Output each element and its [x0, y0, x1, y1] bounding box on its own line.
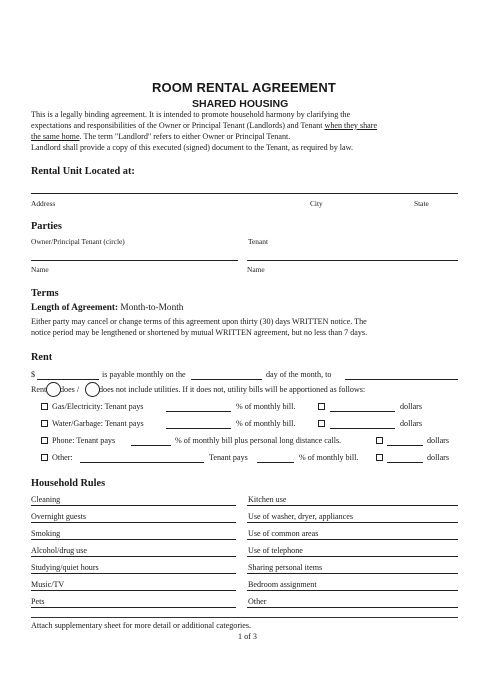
phone-label: Phone: Tenant pays: [52, 436, 116, 445]
other-utility-dollar-checkbox[interactable]: [376, 454, 383, 461]
gas-electric-label: Gas/Electricity: Tenant pays: [52, 402, 144, 411]
intro-line-3-text: . The term "Landlord" refers to either Owner or Principal Tenant.: [79, 132, 291, 141]
tenant-name-line[interactable]: [247, 260, 458, 261]
intro-line-4: Landlord shall provide a copy of this executed (signed) document to the Tenant, as required by law.: [31, 143, 353, 152]
utilities-rest: does not include utilities. If it does not, utility bills will be apportioned as follows:: [99, 385, 366, 394]
rental-unit-heading: Rental Unit Located at:: [31, 166, 135, 177]
water-garbage-dollars-text: dollars: [400, 419, 423, 428]
phone-pct-blank[interactable]: [131, 445, 171, 446]
intro-line-3: [31, 133, 290, 141]
does-not-circle[interactable]: [85, 382, 100, 397]
does-circle[interactable]: [46, 382, 61, 397]
rule-line-right[interactable]: [247, 573, 458, 574]
gas-electric-pct-blank[interactable]: [166, 411, 231, 412]
phone-dollar-checkbox[interactable]: [376, 437, 383, 444]
gas-electric-dollar-blank[interactable]: [330, 411, 395, 412]
state-label: State: [414, 199, 429, 208]
rule-label-right: Use of common areas: [248, 529, 319, 538]
rule-label-right: Kitchen use: [248, 495, 287, 504]
other-utility-dollar-blank[interactable]: [387, 462, 423, 463]
rule-line-right[interactable]: [247, 505, 458, 506]
rule-label-left: Pets: [31, 597, 45, 606]
water-garbage-pct-blank[interactable]: [166, 428, 231, 429]
other-utility-dollars-text: dollars: [427, 453, 450, 462]
rent-day-blank[interactable]: [191, 379, 262, 380]
intro-underlined-home: the same home: [31, 132, 80, 141]
phone-dollars-text: dollars: [427, 436, 450, 445]
rule-line-right[interactable]: [247, 607, 458, 608]
rule-label-right: Use of washer, dryer, appliances: [248, 512, 353, 521]
parties-heading: Parties: [31, 221, 62, 232]
other-utility-name-blank[interactable]: [80, 462, 204, 463]
rule-label-left: Cleaning: [31, 495, 61, 504]
length-value: Month-to-Month: [118, 303, 184, 313]
rule-line-right[interactable]: [247, 556, 458, 557]
gas-electric-pct-text: % of monthly bill.: [236, 402, 296, 411]
gas-electric-checkbox[interactable]: [41, 403, 48, 410]
phone-checkbox[interactable]: [41, 437, 48, 444]
rule-line-right[interactable]: [247, 522, 458, 523]
city-label: City: [310, 199, 323, 208]
rule-label-left: Overnight guests: [31, 512, 87, 521]
intro-line-1: This is a legally binding agreement. It is intended to promote household harmony by clarifying the: [31, 110, 351, 119]
terms-heading: Terms: [31, 288, 59, 299]
tenant-label: Tenant: [248, 237, 269, 246]
water-garbage-dollar-blank[interactable]: [330, 428, 395, 429]
rule-label-right: Bedroom assignment: [248, 580, 317, 589]
phone-pct-text: % of monthly bill plus personal long distance calls.: [175, 436, 342, 445]
rule-line-left[interactable]: [31, 573, 236, 574]
rent-heading: Rent: [31, 352, 53, 363]
rule-line-left[interactable]: [31, 607, 236, 608]
length-of-agreement: [31, 303, 183, 313]
intro-line-2: [31, 122, 377, 130]
other-utility-tenant-pays: Tenant pays: [209, 453, 248, 462]
phone-dollar-blank[interactable]: [387, 445, 423, 446]
address-line[interactable]: [31, 193, 458, 194]
intro-underlined-share: when they share: [324, 121, 378, 130]
rule-line-left[interactable]: [31, 539, 236, 540]
other-utility-pct-text: % of monthly bill.: [299, 453, 359, 462]
rule-label-right: Other: [248, 597, 267, 606]
rule-line-left[interactable]: [31, 522, 236, 523]
rule-label-right: Sharing personal items: [248, 563, 323, 572]
rule-label-left: Smoking: [31, 529, 61, 538]
footer-divider: [31, 617, 458, 618]
intro-line-2-text: expectations and responsibilities of the Owner or Principal Tenant (Landlords) and Tenant: [31, 121, 325, 130]
rule-label-left: Alcohol/drug use: [31, 546, 87, 555]
water-garbage-dollar-checkbox[interactable]: [318, 420, 325, 427]
water-garbage-label: Water/Garbage: Tenant pays: [52, 419, 144, 428]
owner-label: Owner/Principal Tenant (circle): [31, 237, 125, 246]
document-title: ROOM RENTAL AGREEMENT: [152, 80, 336, 95]
gas-electric-dollars-text: dollars: [400, 402, 423, 411]
water-garbage-pct-text: % of monthly bill.: [236, 419, 296, 428]
rule-line-right[interactable]: [247, 590, 458, 591]
owner-name-label: Name: [31, 265, 49, 274]
payable-text: is payable monthly on the: [102, 370, 186, 379]
dollar-sign: $: [31, 370, 36, 379]
rule-line-right[interactable]: [247, 539, 458, 540]
rule-line-left[interactable]: [31, 590, 236, 591]
day-of-month-text: day of the month, to: [266, 370, 332, 379]
rule-label-left: Studying/quiet hours: [31, 563, 99, 572]
notice-line-1: Either party may cancel or change terms of this agreement upon thirty (30) days WRITTEN notice. The: [31, 317, 367, 326]
document-subtitle: SHARED HOUSING: [192, 98, 289, 110]
address-label: Address: [31, 199, 56, 208]
tenant-name-label: Name: [247, 265, 265, 274]
rent-amount-blank[interactable]: [37, 379, 99, 380]
notice-line-2: notice period may be lengthened or shortened by mutual WRITTEN agreement, but no less than 7 days.: [31, 328, 368, 337]
water-garbage-checkbox[interactable]: [41, 420, 48, 427]
other-utility-label: Other:: [52, 453, 73, 462]
length-label: Length of Agreement:: [31, 303, 119, 313]
utilities-does-word: does /: [60, 385, 80, 394]
rule-label-right: Use of telephone: [248, 546, 303, 555]
other-utility-checkbox[interactable]: [41, 454, 48, 461]
utilities-rent-word: Rent: [31, 385, 47, 394]
rule-label-left: Music/TV: [31, 580, 65, 589]
rule-line-left[interactable]: [31, 505, 236, 506]
rule-line-left[interactable]: [31, 556, 236, 557]
gas-electric-dollar-checkbox[interactable]: [318, 403, 325, 410]
household-rules-heading: Household Rules: [31, 478, 106, 489]
other-utility-pct-blank[interactable]: [257, 462, 294, 463]
footer-note: Attach supplementary sheet for more detail or additional categories.: [31, 621, 252, 630]
rent-payee-blank[interactable]: [345, 379, 458, 380]
page-number: 1 of 3: [238, 632, 257, 641]
owner-name-line[interactable]: [31, 260, 238, 261]
